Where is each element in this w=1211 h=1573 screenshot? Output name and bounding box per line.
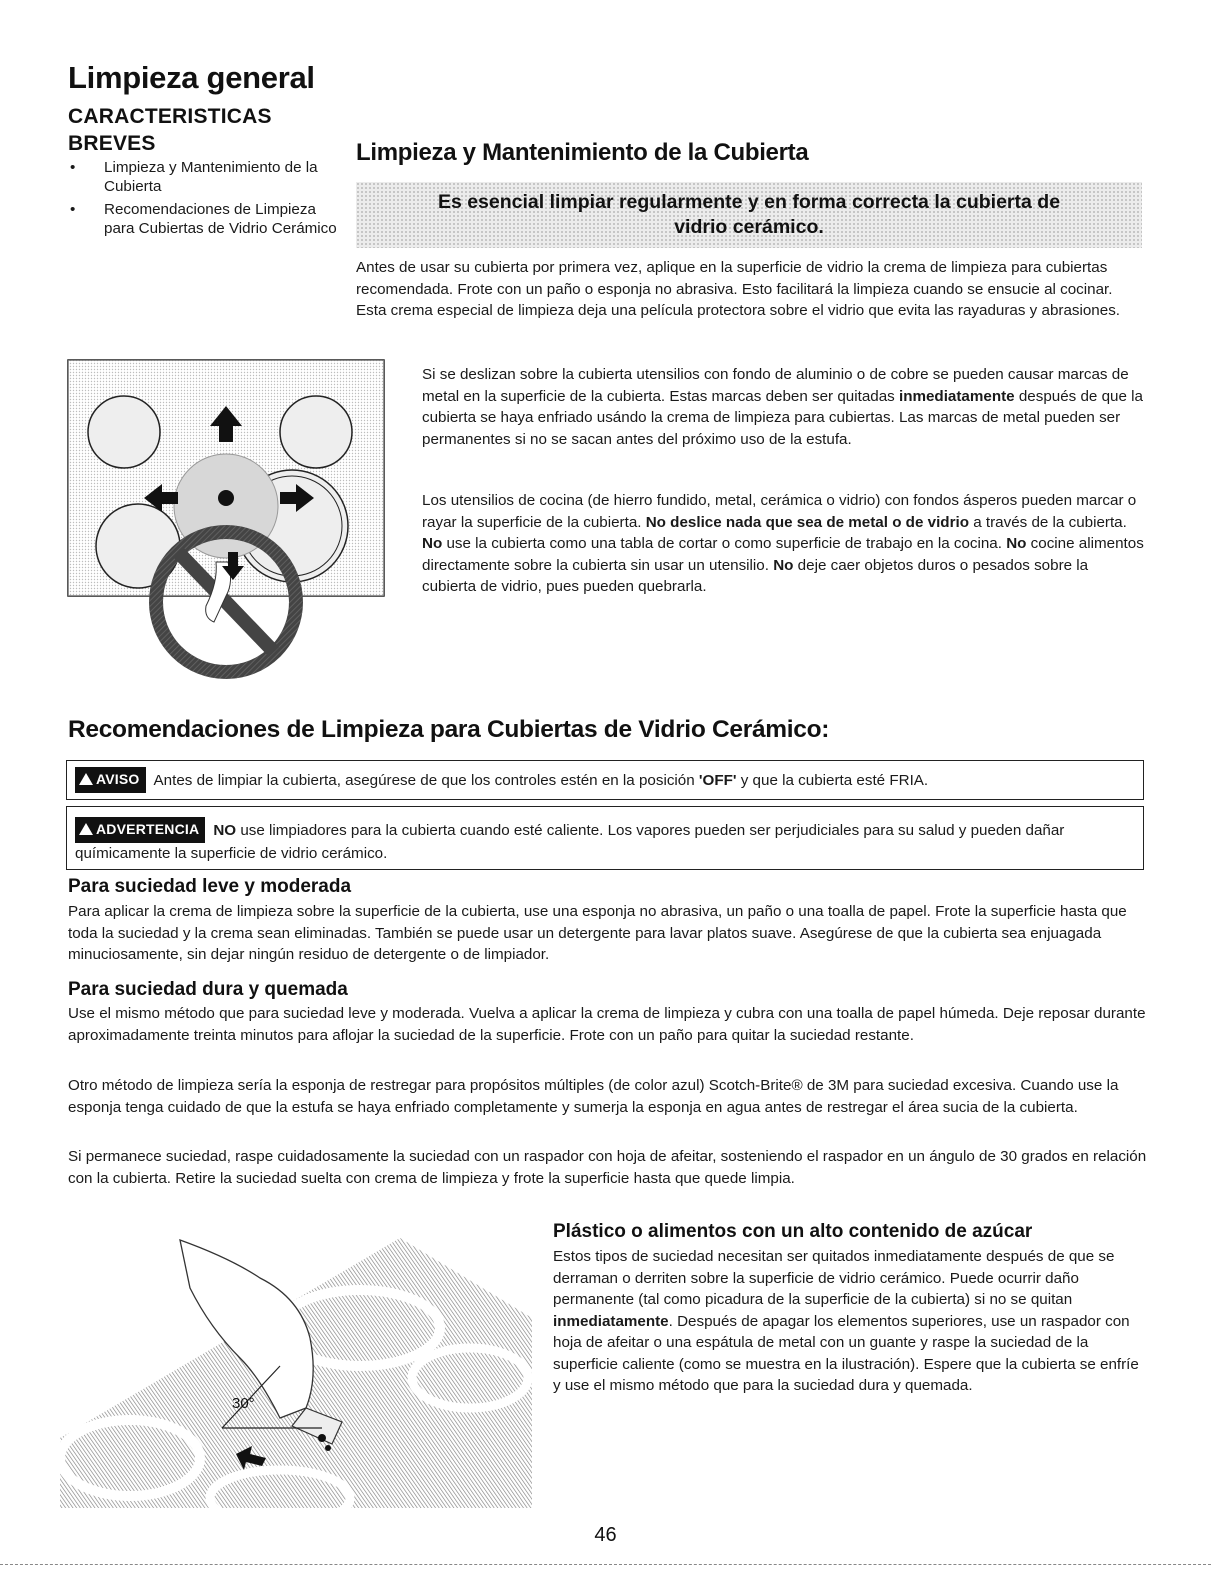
banner-line1: Es esencial limpiar regularmente y en forma correcta la cubierta de [437, 191, 1061, 213]
section1-cookware-warning: Los utensilios de cocina (de hierro fundido, metal, cerámica o vidrio) con fondos ásperos pueden marcar o rayar la superficie de la cubierta. No deslice nada que sea de metal o de vidrio a través de la cubierta. No use la cubierta como una tabla de cortar o como superficie de trabajo en la cocina. No cocine alimentos directamente sobre la cubierta sin usar un utensilio. No deje caer objetos duros o pesados sobre la cubierta de vidrio, pues pueden quebrarla. [422, 492, 1144, 595]
sidebar-item-recomendaciones: • Recomendaciones de Limpieza para Cubiertas de Vidrio Cerámico [68, 200, 338, 238]
leve-text: Para aplicar la crema de limpieza sobre la superficie de la cubierta, use una esponja no abrasiva, un paño o una toalla de papel. Frote la superficie hasta que toda la suciedad y la crema sean eliminadas. También se puede usar un detergente para lavar platos suave. Asegúrese de que la cubierta sea enjuagada minuciosamente, sin dejar ningún residuo de detergente o de limpiador. [68, 903, 1127, 963]
sidebar-heading-line1: CARACTERISTICAS [68, 105, 272, 128]
dura-title: Para suciedad dura y quemada [68, 979, 348, 1000]
aviso-box: AVISO Antes de limpiar la cubierta, asegúrese de que los controles estén en la posición 'OFF' y que la cubierta esté FRIA. [66, 760, 1144, 800]
dura-para3: Si permanece suciedad, raspe cuidadosamente la suciedad con un raspador con hoja de afeitar, sosteniendo el raspador en un ángulo de 30 grados en relación con la cubierta. Retire la suciedad suelta con crema de limpieza y frote la superficie hasta que quede limpia. [68, 1148, 1147, 1187]
advertencia-label: ADVERTENCIA [75, 817, 205, 843]
cooktop-no-slide-illustration [66, 356, 386, 712]
sidebar-list [68, 158, 338, 242]
section1-intro: Antes de usar su cubierta por primera vez, aplique en la superficie de vidrio la crema de limpieza para cubiertas recomendada. Frote con un paño o esponja no abrasiva. Esto facilitará la limpieza cuando se ensucie al cocinar. Esta crema especial de limpieza deja una película protectora sobre el vidrio que evita las rayaduras y abrasiones. [356, 259, 1121, 319]
leve-title: Para suciedad leve y moderada [68, 876, 352, 897]
sidebar-heading-line2: BREVES [68, 132, 156, 155]
angle-label: 30° [232, 1395, 255, 1412]
plastico-title: Plástico o alimentos con un alto contenido de azúcar [553, 1221, 1033, 1242]
warning-triangle-icon [79, 773, 93, 785]
scraper-30-degree-illustration [60, 1218, 532, 1508]
plastico-text: Estos tipos de suciedad necesitan ser quitados inmediatamente después de que se derraman o derriten sobre la superficie de vidrio cerámico. Puede ocurrir daño permanente (tal como picadura de la superficie de la cubierta) si no se quitan inmediatamente. Después de apagar los elementos superiores, use un raspador con hoja de afeitar o una espátula de metal con un guante y raspe la suciedad de la superficie caliente (como se muestra en la ilustración). Espere que la cubierta se enfríe y use el mismo método que para la suciedad dura y quemada. [553, 1248, 1139, 1394]
sidebar-heading [68, 103, 272, 157]
aviso-label: AVISO [75, 767, 146, 793]
section2-title: Recomendaciones de Limpieza para Cubiertas de Vidrio Cerámico: [68, 716, 830, 743]
bottom-rule [0, 1564, 1211, 1565]
dura-para1: Use el mismo método que para suciedad leve y moderada. Vuelva a aplicar la crema de limpieza y cubra con una toalla de papel húmeda. Deje reposar durante aproximadamente treinta minutos para aflojar la suciedad de la superficie. Frote con un paño para quitar la suciedad restante. [68, 1005, 1146, 1044]
section1-title: Limpieza y Mantenimiento de la Cubierta [356, 139, 809, 166]
banner-line2: vidrio cerámico. [674, 216, 824, 238]
page-title: Limpieza general [68, 60, 315, 95]
page-number: 46 [594, 1524, 617, 1546]
sidebar-item-limpieza: • Limpieza y Mantenimiento de la Cubierta [68, 158, 338, 196]
warning-triangle-icon [79, 823, 93, 835]
advertencia-box: ADVERTENCIA NO use limpiadores para la cubierta cuando esté caliente. Los vapores pueden ser perjudiciales para su salud y pueden dañar químicamente la superficie de vidrio cerámico. [66, 806, 1144, 870]
section1-banner [356, 182, 1142, 248]
section1-metal-marks: Si se deslizan sobre la cubierta utensilios con fondo de aluminio o de cobre se pueden causar marcas de metal en la superficie de la cubierta. Estas marcas deben ser quitadas inmediatamente después de que la cubierta se haya enfriado usándo la crema de limpieza para cubiertas. Las marcas de metal pueden ser permanentes si no se sacan antes del próximo uso de la estufa. [422, 366, 1143, 448]
dura-para2: Otro método de limpieza sería la esponja de restregar para propósitos múltiples (de color azul) Scotch-Brite® de 3M para suciedad excesiva. Cuando use la esponja tenga cuidado de que la estufa se haya enfriado completamente y sumerja la esponja en agua antes de restregar el área sucia de la cubierta. [68, 1077, 1119, 1116]
